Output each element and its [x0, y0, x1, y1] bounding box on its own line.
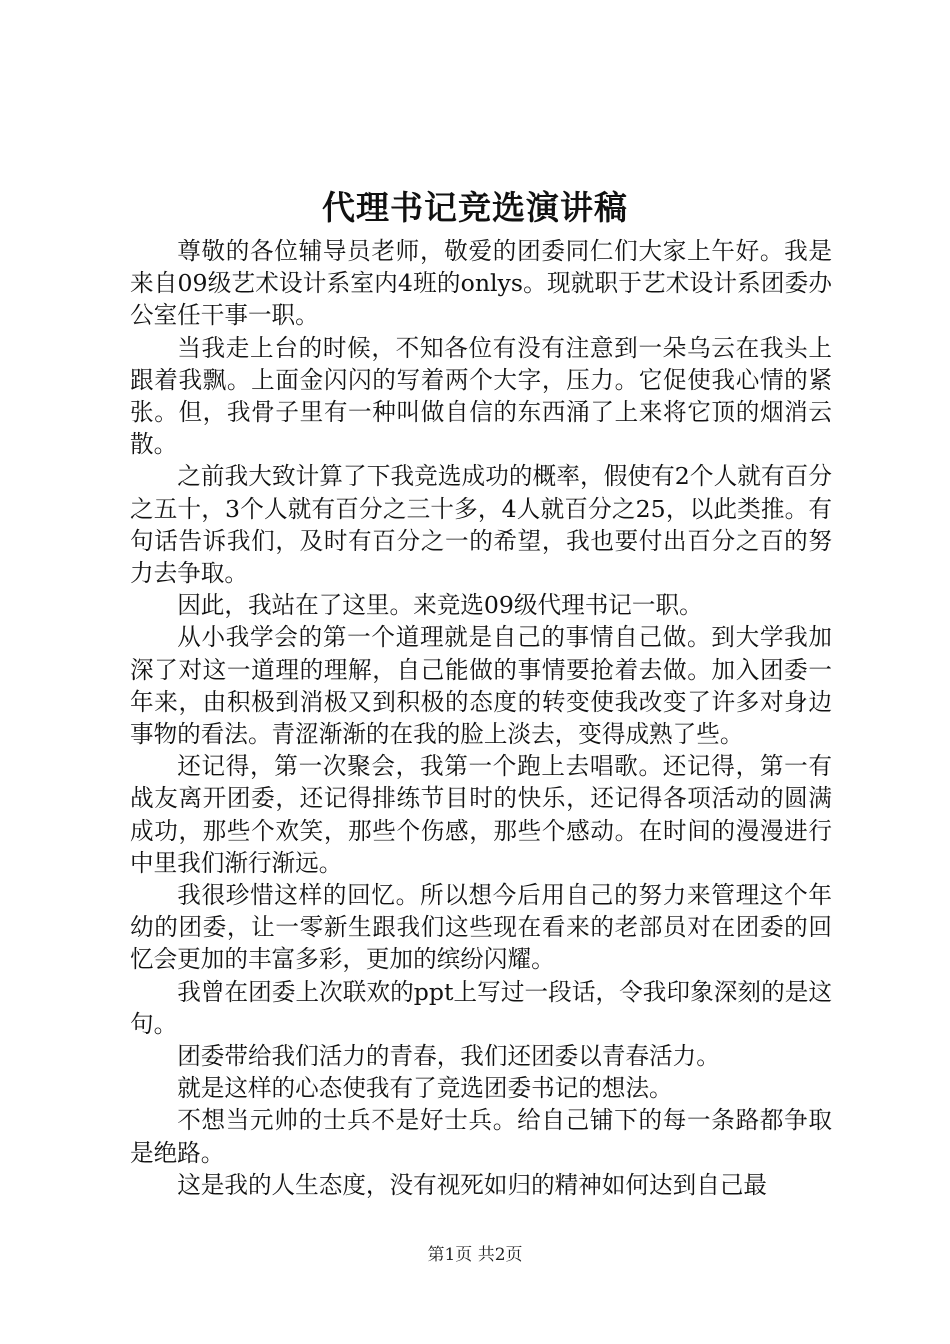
paragraph: 我曾在团委上次联欢的ppt上写过一段话，令我印象深刻的是这句。: [130, 977, 832, 1038]
paragraph: 还记得，第一次聚会，我第一个跑上去唱歌。还记得，第一有战友离开团委，还记得排练节目时的快乐，还记得各项活动的圆满成功，那些个欢笑，那些个伤感，那些个感动。在时间的漫漫进行中里我们渐行渐远。: [130, 752, 832, 877]
paragraph: 从小我学会的第一个道理就是自己的事情自己做。到大学我加深了对这一道理的理解，自己能做的事情要抢着去做。加入团委一年来，由积极到消极又到积极的态度的转变使我改变了许多对身边事物的看法。青涩渐渐的在我的脸上淡去，变得成熟了些。: [130, 623, 832, 749]
paragraph: 当我走上台的时候，不知各位有没有注意到一朵乌云在我头上跟着我飘。上面金闪闪的写着两个大字，压力。它促使我心情的紧张。但，我骨子里有一种叫做自信的东西涌了上来将它顶的烟消云散。: [130, 333, 832, 459]
paragraph: 因此，我站在了这里。来竞选09级代理书记一职。: [177, 591, 703, 620]
paragraph: 尊敬的各位辅导员老师，敬爱的团委同仁们大家上午好。我是来自09级艺术设计系室内4班的onlys。现就职于艺术设计系团委办公室任干事一职。: [130, 237, 832, 330]
document-body: [130, 235, 832, 1201]
paragraph: 我很珍惜这样的回忆。所以想今后用自己的努力来管理这个年幼的团委，让一零新生跟我们这些现在看来的老部员对在团委的回忆会更加的丰富多彩，更加的缤纷闪耀。: [130, 881, 832, 974]
paragraph: 这是我的人生态度，没有视死如归的精神如何达到自己最: [177, 1170, 768, 1199]
document-title: 代理书记竞选演讲稿: [322, 188, 628, 227]
paragraph: 不想当元帅的士兵不是好士兵。给自己铺下的每一条路都争取是绝路。: [130, 1106, 832, 1167]
paragraph: 就是这样的心态使我有了竞选团委书记的想法。: [177, 1074, 673, 1103]
paragraph: 团委带给我们活力的青春，我们还团委以青春活力。: [177, 1042, 720, 1071]
paragraph: 之前我大致计算了下我竞选成功的概率，假使有2个人就有百分之五十，3个人就有百分之三十多，4人就百分之25，以此类推。有句话告诉我们，及时有百分之一的希望，我也要付出百分之百的努力去争取。: [130, 462, 832, 588]
page-number-footer: 第1页 共2页: [427, 1245, 523, 1265]
